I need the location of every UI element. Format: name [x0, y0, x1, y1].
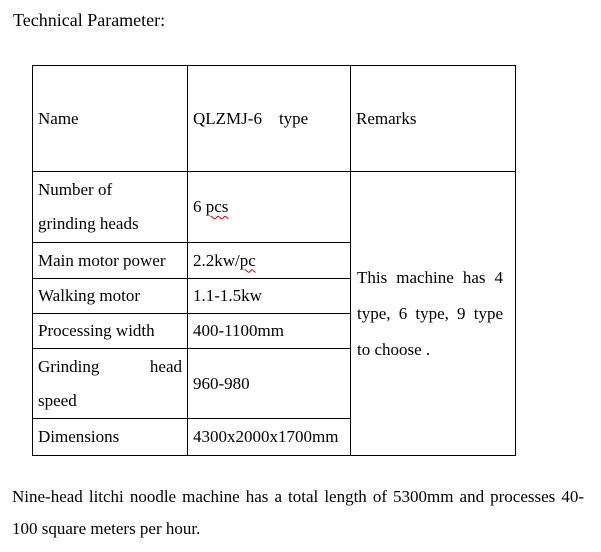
technical-parameters-table [32, 65, 516, 456]
param-value-cell: 960-980 [188, 349, 351, 419]
param-value-cell [188, 172, 351, 243]
param-value-cell: 1.1-1.5kw [188, 279, 351, 314]
description-paragraph: Nine-head litchi noodle machine has a total length of 5300mm and processes 40-100 square meters per hour. [12, 487, 584, 538]
param-value-cell: 400-1100mm [188, 314, 351, 349]
remarks-cell [351, 172, 516, 456]
param-name-cell: Main motor power [33, 243, 188, 279]
param-name-cell [33, 172, 188, 243]
param-name-cell: Walking motor [33, 279, 188, 314]
param-name-line: Number of [38, 180, 113, 199]
param-value-text: 6 [193, 197, 206, 216]
misspelled-word: pc [239, 250, 256, 270]
param-name-cell: Processing width [33, 314, 188, 349]
param-name-line: grinding heads [38, 214, 139, 233]
header-cell-remarks: Remarks [351, 66, 516, 172]
table-header-row [33, 66, 516, 172]
remarks-note: This machine has 4 type, 6 type, 9 type to choose . [357, 267, 503, 359]
param-value-text: 2.2kw/ [193, 250, 240, 270]
param-value-cell: 4300x2000x1700mm [188, 419, 351, 456]
param-value-cell [188, 243, 351, 279]
section-heading: Technical Parameter: [13, 10, 166, 30]
header-cell-name: Name [33, 66, 188, 172]
param-name-cell: Dimensions [33, 419, 188, 456]
table-row [33, 172, 516, 243]
misspelled-word: pcs [205, 197, 229, 216]
param-name-cell [33, 349, 188, 419]
param-name-line: Grinding head [38, 356, 182, 376]
header-cell-type: QLZMJ-6 type [188, 66, 351, 172]
param-name-line: speed [38, 390, 77, 410]
